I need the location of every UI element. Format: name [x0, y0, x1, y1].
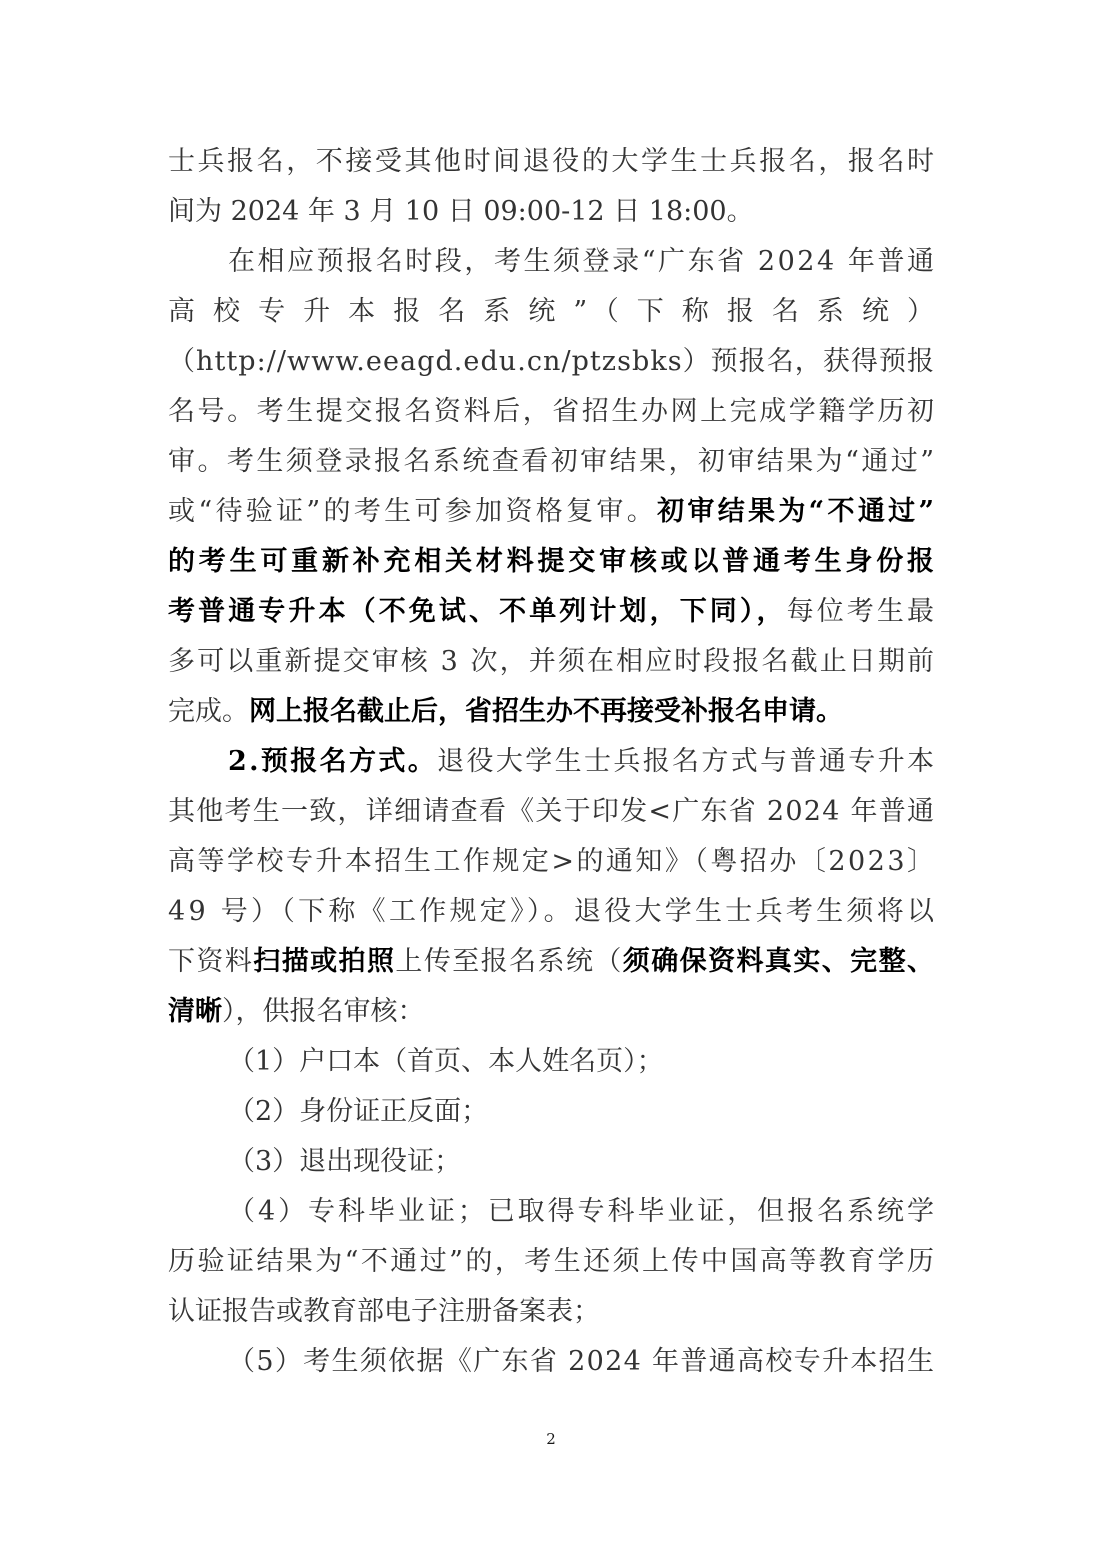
text-line	[168, 1187, 937, 1237]
text-line	[168, 1337, 934, 1387]
text-segment: 审。考生须登录报名系统查看初审结果，初审结果为“通过”	[168, 446, 937, 477]
text-segment: ），供报名审核：	[222, 996, 425, 1027]
bold-text-segment: 初审结果为“不通过”	[657, 496, 938, 527]
text-segment: 历验证结果为“不通过”的，考生还须上传中国高等教育学历	[168, 1246, 937, 1277]
bold-text-segment: 网上报名截止后，省招生办不再接受补报名申请。	[249, 696, 843, 727]
text-line	[168, 737, 937, 787]
text-segment: 其他考生一致，详细请查看《关于印发<广东省 2024 年普通	[168, 796, 936, 827]
text-line	[168, 987, 934, 1037]
text-line	[168, 487, 938, 537]
bold-text-segment: 2.预报名方式。	[228, 746, 438, 777]
text-line	[168, 387, 937, 437]
bold-text-segment: 考普通专升本（不免试、不单列计划，下同），	[168, 596, 787, 627]
text-line	[168, 537, 938, 587]
text-segment: 士兵报名，不接受其他时间退役的大学生士兵报名，报名时	[168, 146, 937, 177]
text-line	[168, 337, 934, 387]
text-line	[168, 137, 937, 187]
text-segment: 高等学校专升本招生工作规定>的通知》（粤招办〔2023〕	[168, 846, 937, 877]
text-line	[168, 837, 937, 887]
text-segment: 在相应预报名时段，考生须登录“广东省 2024 年普通	[228, 246, 937, 277]
text-segment: 完成。	[168, 696, 249, 727]
text-line	[168, 1137, 934, 1187]
bold-text-segment: 扫描或拍照	[253, 946, 396, 977]
text-line	[168, 1037, 934, 1087]
text-segment: （5）考生须依据《广东省 2024 年普通高校专升本招生	[228, 1346, 936, 1377]
text-segment: 认证报告或教育部电子注册备案表；	[168, 1296, 600, 1327]
bold-text-segment: 的考生可重新补充相关材料提交审核或以普通考生身份报	[168, 546, 938, 577]
text-segment: 每位考生最	[786, 596, 938, 627]
document-body	[168, 137, 953, 1387]
text-line	[168, 237, 937, 287]
text-line	[168, 587, 938, 637]
text-line	[168, 437, 937, 487]
bold-text-segment: 须确保资料真实、完整、	[622, 946, 936, 977]
text-segment: 间为 2024 年 3 月 10 日 09:00-12 日 18:00。	[168, 196, 754, 227]
text-line	[168, 937, 934, 987]
text-segment: 多可以重新提交审核 3 次，并须在相应时段报名截止日期前	[168, 646, 937, 677]
text-segment: （1）户口本（首页、本人姓名页）；	[228, 1046, 664, 1077]
text-line	[168, 1237, 937, 1287]
text-line	[168, 637, 937, 687]
text-line	[168, 1287, 934, 1337]
text-line	[168, 887, 938, 937]
text-line	[168, 187, 934, 237]
text-segment: 退役大学生士兵报名方式与普通专升本	[437, 746, 937, 777]
text-segment: 名号。考生提交报名资料后，省招生办网上完成学籍学历初	[168, 396, 937, 427]
text-line	[168, 1087, 934, 1137]
text-line	[168, 787, 934, 837]
text-segment: （4）专科毕业证；已取得专科毕业证，但报名系统学	[228, 1196, 937, 1227]
bold-text-segment: 清晰	[168, 996, 222, 1027]
text-segment: 49 号）（下称《工作规定》）。退役大学生士兵考生须将以	[168, 896, 938, 927]
text-segment: 或“待验证”的考生可参加资格复审。	[168, 496, 658, 527]
page-number: 2	[546, 1430, 556, 1448]
text-segment: 高校专升本报名系统”（下称报名系统）	[168, 296, 953, 327]
text-segment: （3）退出现役证；	[228, 1146, 462, 1177]
text-segment: 上传至报名系统（	[395, 946, 623, 977]
text-line	[168, 287, 953, 337]
text-segment: 下资料	[168, 946, 254, 977]
text-segment: （http://www.eeagd.edu.cn/ptzsbks）预报名，获得预报	[168, 346, 936, 377]
text-line	[168, 687, 934, 737]
text-segment: （2）身份证正反面；	[228, 1096, 489, 1127]
